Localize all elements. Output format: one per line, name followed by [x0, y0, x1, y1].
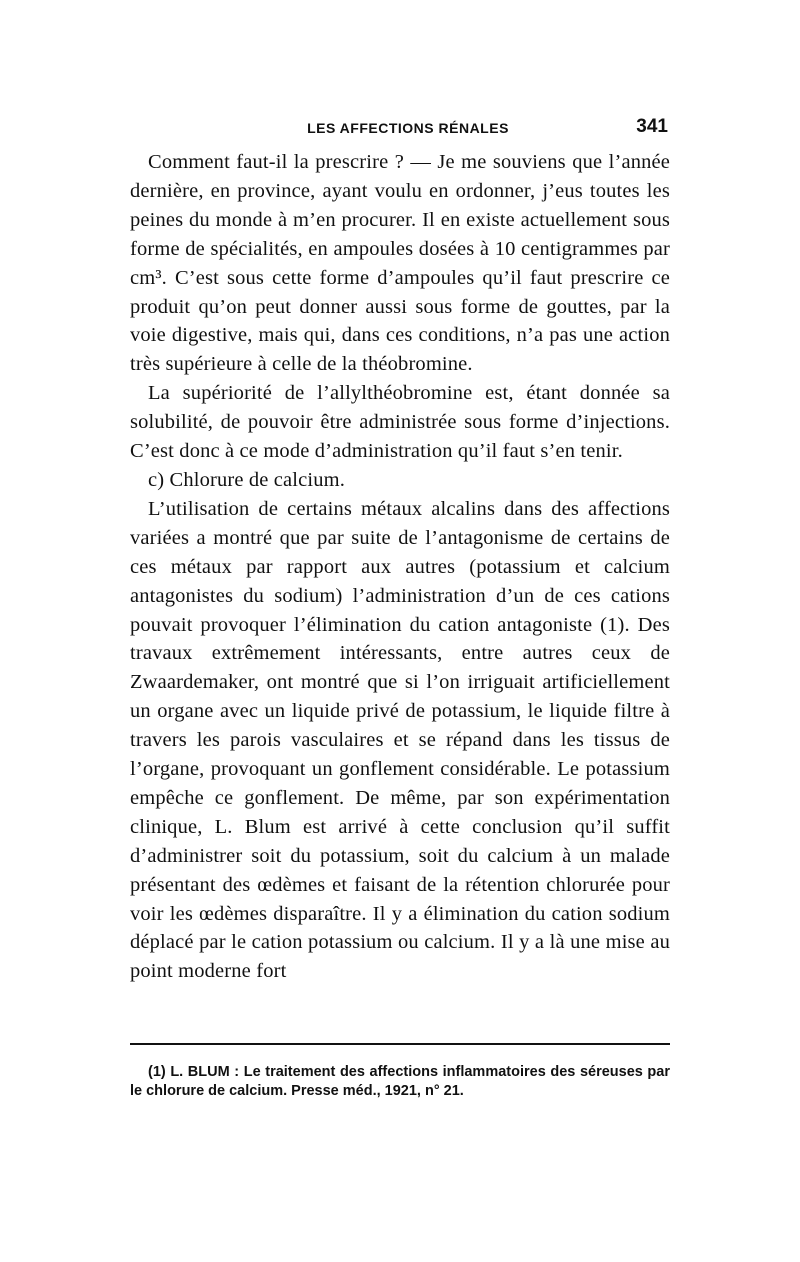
- body-text: [130, 148, 670, 986]
- page-header: [148, 116, 668, 140]
- footnote-divider: [130, 1043, 670, 1045]
- paragraph: L’utilisation de certains métaux alcalins dans des affections variées a montré que par suite de l’antagonisme de certains de ces métaux par rapport aux autres (potassium et calcium antagonistes du sodium) l’administration d’un de ces cations pouvait provoquer l’élimination du cation antagoniste (1). Des travaux extrêmement intéressants, entre autres ceux de Zwaardemaker, ont montré que si l’on irriguait artificiellement un organe avec un liquide privé de potassium, le liquide filtre à travers les parois vasculaires et se répand dans les tissus de l’organe, provoquant un gonflement considérable. Le potassium empêche ce gonflement. De même, par son expérimentation clinique, L. Blum est arrivé à cette conclusion qu’il suffit d’administrer soit du potassium, soit du calcium à un malade présentant des œdèmes et faisant de la rétention chlorurée pour voir les œdèmes disparaître. Il y a élimination du cation sodium déplacé par le cation potassium ou calcium. Il y a là une mise au point moderne fort: [130, 497, 670, 983]
- footnote: (1) L. BLUM : Le traitement des affections inflammatoires des séreuses par le chlorure de calcium. Presse méd., 1921, n° 21.: [130, 1064, 670, 1099]
- running-title: LES AFFECTIONS RÉNALES: [307, 120, 509, 136]
- page-number: 341: [636, 116, 668, 137]
- paragraph: La supériorité de l’allylthéobromine est, étant donnée sa solubilité, de pouvoir être administrée sous forme d’injections. C’est donc à ce mode d’administration qu’il faut s’en tenir.: [130, 382, 670, 463]
- section-heading: c) Chlorure de calcium.: [148, 468, 345, 491]
- paragraph: Comment faut-il la prescrire ? — Je me souviens que l’année dernière, en province, ayant voulu en ordonner, j’eus toutes les peines du monde à m’en procurer. Il en existe actuellement sous forme de spécialités, en ampoules dosées à 10 centigrammes par cm³. C’est sous cette forme d’ampoules qu’il faut prescrire ce produit qu’on peut donner aussi sous forme de gouttes, par la voie digestive, mais qui, dans ces conditions, n’a pas une action très supérieure à celle de la théobromine.: [130, 151, 670, 376]
